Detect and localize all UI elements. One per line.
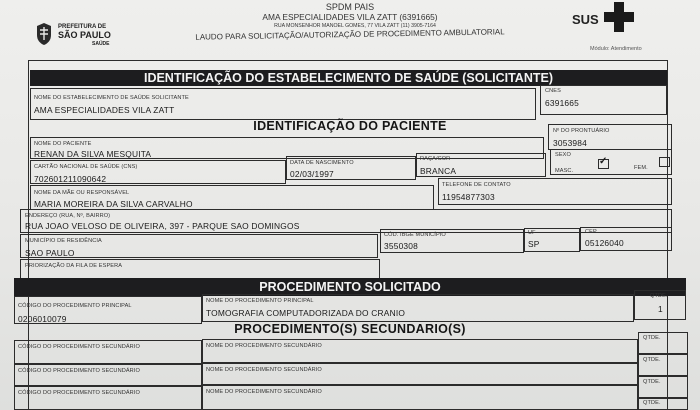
prontuario-value: 3053984 xyxy=(553,138,588,148)
mae-value: MARIA MOREIRA DA SILVA CARVALHO xyxy=(34,199,193,209)
sus-cross-icon xyxy=(604,2,634,32)
sec-qtde-label-3: QTDE. xyxy=(643,379,661,385)
cns-value: 702601211090642 xyxy=(34,174,107,184)
sec-nome-label-1: NOME DO PROCEDIMENTO SECUNDÁRIO xyxy=(206,343,322,349)
section-paciente: IDENTIFICAÇÃO DO PACIENTE xyxy=(253,119,447,133)
priorizacao-label: PRIORIZAÇÃO DA FILA DE ESPERA xyxy=(25,263,123,269)
sus-logo xyxy=(572,2,662,34)
sec-codigo-label-1: CÓDIGO DO PROCEDIMENTO SECUNDÁRIO xyxy=(18,344,140,350)
telefone-value: 11954877303 xyxy=(442,192,495,202)
form-title: LAUDO PARA SOLICITAÇÃO/AUTORIZAÇÃO DE PROCEDIMENTO AMBULATORIAL xyxy=(195,27,505,42)
sexo-label: SEXO xyxy=(555,152,571,158)
brasao-icon xyxy=(34,22,54,46)
proc-qtde-value: 1 xyxy=(658,304,663,314)
ibge-label: CÓD. IBGE MUNICÍPIO xyxy=(384,232,446,238)
proc-qtde-label: QTDE. xyxy=(650,293,668,299)
municipio-label: MUNICÍPIO DE RESIDÊNCIA xyxy=(25,238,102,244)
section-secundarios: PROCEDIMENTO(S) SECUNDARIO(S) xyxy=(234,322,466,336)
sec-qtde-label-4: QTDE. xyxy=(643,400,661,406)
nascimento-label: DATA DE NASCIMENTO xyxy=(290,160,354,166)
cnes-value: 6391665 xyxy=(545,98,580,108)
org-name: SPDM PAIS xyxy=(325,2,375,12)
sec-nome-label-2: NOME DO PROCEDIMENTO SECUNDÁRIO xyxy=(206,367,322,373)
nascimento-value: 02/03/1997 xyxy=(290,169,334,179)
prontuario-label: Nº DO PRONTUÁRIO xyxy=(553,128,610,134)
prefeitura-line1: PREFEITURA DE xyxy=(58,24,107,30)
paciente-name-label: NOME DO PACIENTE xyxy=(34,141,92,147)
proc-nome-value: TOMOGRAFIA COMPUTADORIZADA DO CRANIO xyxy=(206,308,406,318)
section-estabelecimento: IDENTIFICAÇÃO DO ESTABELECIMENTO DE SAÚDE (SOLICITANTE) xyxy=(30,70,667,86)
telefone-label: TELEFONE DE CONTATO xyxy=(442,182,511,188)
estab-name-value: AMA ESPECIALIDADES VILA ZATT xyxy=(34,105,175,115)
estab-name-label: NOME DO ESTABELECIMENTO DE SAÚDE SOLICITANTE xyxy=(34,95,189,101)
sus-text: SUS xyxy=(572,12,599,27)
uf-value: SP xyxy=(528,239,540,249)
sexo-fem-checkbox[interactable] xyxy=(659,157,670,167)
unit-address: RUA MONSENHOR MANOEL GOMES, 77 VILA ZATT (11) 3905-7164 xyxy=(274,23,436,29)
section-procedimento: PROCEDIMENTO SOLICITADO xyxy=(14,278,686,296)
municipio-value: SAO PAULO xyxy=(25,248,75,258)
sexo-fem-label: FEM. xyxy=(634,165,648,171)
paciente-name-value: RENAN DA SILVA MESQUITA xyxy=(34,149,152,159)
proc-codigo-label: CÓDIGO DO PROCEDIMENTO PRINCIPAL xyxy=(18,303,132,309)
cep-value: 05126040 xyxy=(585,238,624,248)
sec-nome-label-3: NOME DO PROCEDIMENTO SECUNDÁRIO xyxy=(206,389,322,395)
unit-name: AMA ESPECIALIDADES VILA ZATT (6391665) xyxy=(262,12,438,22)
prefeitura-line3: SAÚDE xyxy=(92,41,110,47)
cep-label: CEP xyxy=(585,229,597,235)
mae-label: NOME DA MÃE OU RESPONSÁVEL xyxy=(34,190,130,196)
cnes-label: CNES xyxy=(545,88,561,94)
endereco-value: RUA JOAO VELOSO DE OLIVEIRA, 397 - PARQUE SAO DOMINGOS xyxy=(25,221,300,231)
endereco-label: ENDEREÇO (RUA, Nº, BAIRRO) xyxy=(25,213,111,219)
sec-codigo-label-2: CÓDIGO DO PROCEDIMENTO SECUNDÁRIO xyxy=(18,368,140,374)
cns-label: CARTÃO NACIONAL DE SAÚDE (CNS) xyxy=(34,164,138,170)
estab-name-cell xyxy=(30,88,536,120)
raca-value: BRANCA xyxy=(420,166,457,176)
check-icon: ✓ xyxy=(599,156,608,167)
sexo-masc-label: MASC. xyxy=(555,168,574,174)
proc-codigo-value: 0206010079 xyxy=(18,314,67,324)
uf-label: UF xyxy=(528,230,536,236)
prefeitura-logo xyxy=(34,22,124,48)
modulo-label: Módulo: Atendimento xyxy=(590,46,642,52)
sec-qtde-label-1: QTDE. xyxy=(643,335,661,341)
prefeitura-line2: SÃO PAULO xyxy=(58,30,111,40)
ibge-value: 3550308 xyxy=(384,241,419,251)
raca-label: RAÇA/COR xyxy=(420,156,451,162)
sec-qtde-label-2: QTDE. xyxy=(643,357,661,363)
sec-codigo-label-3: CÓDIGO DO PROCEDIMENTO SECUNDÁRIO xyxy=(18,390,140,396)
proc-nome-label: NOME DO PROCEDIMENTO PRINCIPAL xyxy=(206,298,314,304)
